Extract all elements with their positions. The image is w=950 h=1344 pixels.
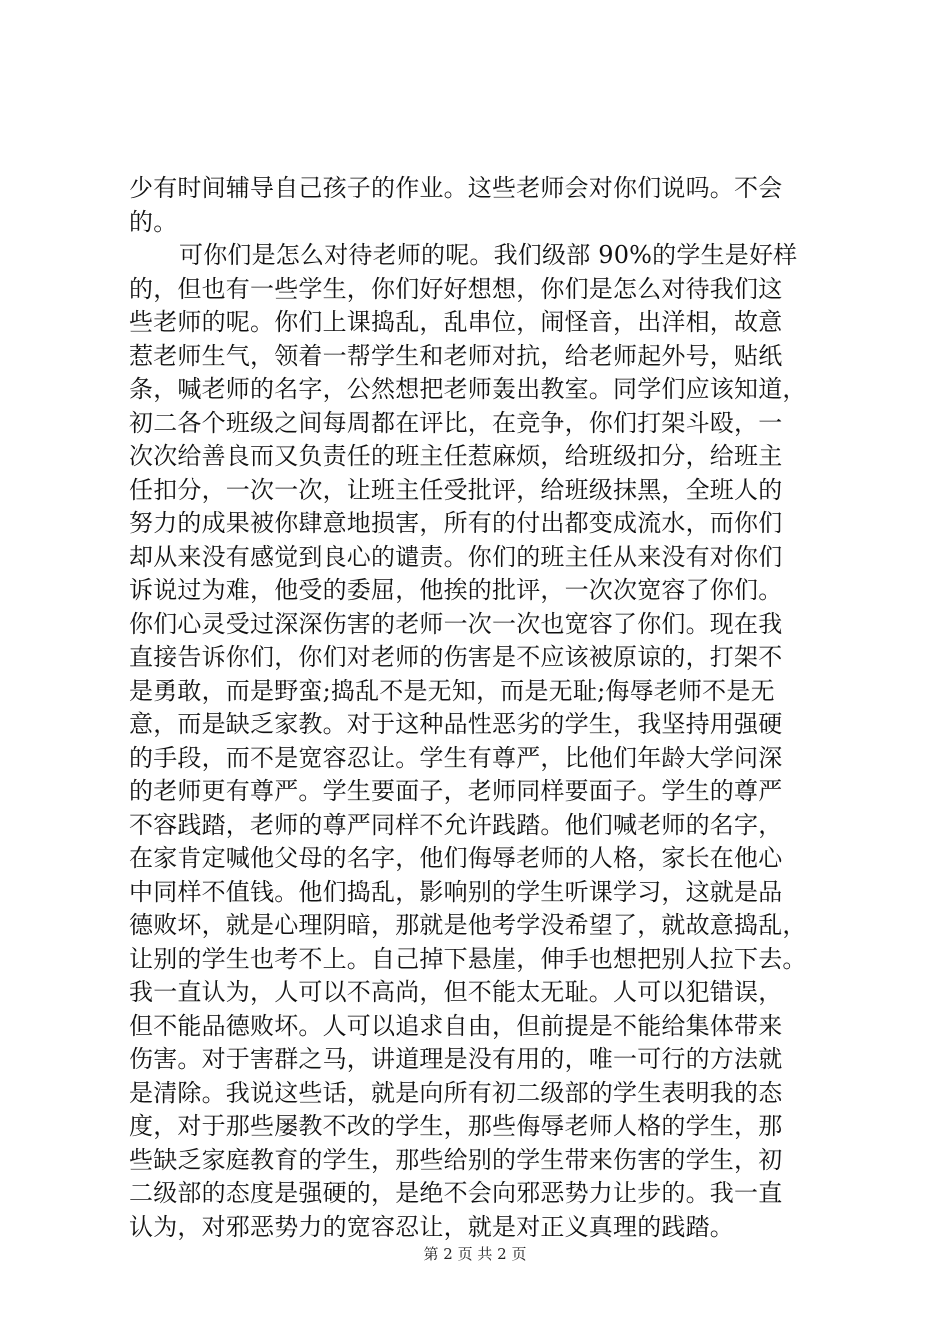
text-line: 我一直认为，人可以不高尚，但不能太无耻。人可以犯错误， [129,978,783,1006]
body-text [129,172,829,1244]
text-line: 是清除。我说这些话，就是向所有初二级部的学生表明我的态 [129,1078,783,1107]
text-line: 让别的学生也考不上。自己掉下悬崖，伸手也想把别人拉下去。 [129,944,807,973]
text-line: 伤害。对于害群之马，讲道理是没有用的，唯一可行的方法就 [129,1045,783,1073]
page-number-footer: 第 2 页 共 2 页 [423,1245,527,1263]
text-line: 次次给善良而又负责任的班主任惹麻烦，给班级扣分，给班主 [129,442,783,470]
text-line: 认为，对邪恶势力的宽容忍让，就是对正义真理的践踏。 [129,1212,734,1241]
text-line: 诉说过为难，他受的委屈，他挨的批评，一次次宽容了你们。 [129,576,783,604]
text-line: 少有时间辅导自己孩子的作业。这些老师会对你们说吗。不会 [129,174,783,202]
text-line: 惹老师生气，领着一帮学生和老师对抗，给老师起外号，贴纸 [129,341,783,370]
text-line: 些老师的呢。你们上课捣乱，乱串位，闹怪音，出洋相，故意 [129,308,783,336]
text-line: 中同样不值钱。他们捣乱，影响别的学生听课学习，这就是品 [129,877,783,906]
text-line: 些缺乏家庭教育的学生，那些给别的学生带来伤害的学生，初 [129,1145,783,1174]
text-line: 德败坏，就是心理阴暗，那就是他考学没希望了，就故意捣乱， [129,911,807,939]
text-line: 的。 [129,207,178,236]
text-line: 意，而是缺乏家教。对于这种品性恶劣的学生，我坚持用强硬 [129,710,783,738]
text-line: 不容践踏，老师的尊严同样不允许践踏。他们喊老师的名字， [129,810,783,839]
text-line: 却从来没有感觉到良心的谴责。你们的班主任从来没有对你们 [129,542,783,571]
text-line: 的手段，而不是宽容忍让。学生有尊严，比他们年龄大学问深 [129,743,783,772]
text-line: 直接告诉你们，你们对老师的伤害是不应该被原谅的，打架不 [129,643,783,671]
text-line: 条，喊老师的名字，公然想把老师轰出教室。同学们应该知道， [129,375,807,403]
paragraph-first-line: 可你们是怎么对待老师的呢。我们级部 90%的学生是好样 [179,241,798,269]
text-line: 的老师更有尊严。学生要面子，老师同样要面子。学生的尊严 [129,777,783,805]
text-line: 的，但也有一些学生，你们好好想想，你们是怎么对待我们这 [129,274,783,303]
text-line: 在家肯定喊他父母的名字，他们侮辱老师的人格，家长在他心 [129,844,783,872]
text-line: 你们心灵受过深深伤害的老师一次一次也宽容了你们。现在我 [129,609,783,638]
text-line: 初二各个班级之间每周都在评比，在竞争，你们打架斗殴，一 [129,408,783,437]
text-line: 任扣分，一次一次，让班主任受批评，给班级抹黑，全班人的 [129,475,783,504]
text-line: 二级部的态度是强硬的，是绝不会向邪恶势力让步的。我一直 [129,1179,783,1207]
text-line: 是勇敢，而是野蛮;捣乱不是无知，而是无耻;侮辱老师不是无 [129,676,775,705]
text-line: 努力的成果被你肆意地损害，所有的付出都变成流水，而你们 [129,509,783,537]
text-line: 度，对于那些屡教不改的学生，那些侮辱老师人格的学生，那 [129,1112,783,1140]
text-line: 但不能品德败坏。人可以追求自由，但前提是不能给集体带来 [129,1011,783,1040]
